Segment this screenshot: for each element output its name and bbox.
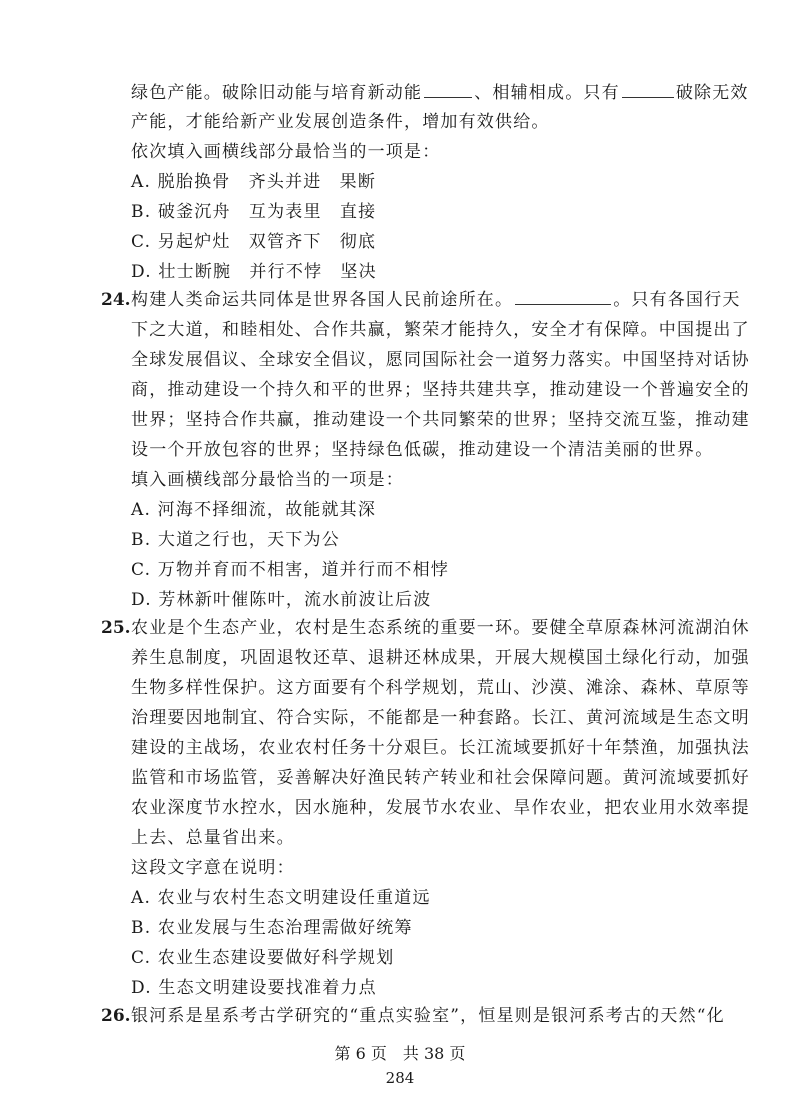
- q24-line-2: 下之大道，和睦相处、合作共赢，繁荣才能持久，安全才有保障。中国提出了: [131, 320, 750, 340]
- q25-line-4: 治理要因地制宜、符合实际，不能都是一种套路。长江、黄河流域是生态文明: [131, 708, 750, 728]
- q26-number: 26.: [101, 1006, 131, 1026]
- q24-line-3: 全球发展倡议、全球安全倡议，愿同国际社会一道努力落实。中国坚持对话协: [131, 350, 750, 370]
- q25-line-2: 养生息制度，巩固退牧还草、退耕还林成果，开展大规模国土绿化行动，加强: [131, 648, 750, 668]
- fill-blank: [622, 82, 674, 98]
- q23-option-a: A. 脱胎换骨 齐头并进 果断: [131, 172, 377, 192]
- q24-prompt: 填入画横线部分最恰当的一项是：: [131, 470, 404, 490]
- q25-option-c: C. 农业生态建设要做好科学规划: [131, 948, 395, 968]
- q23-prompt: 依次填入画横线部分最恰当的一项是：: [131, 142, 441, 162]
- q23-option-d: D. 壮士断腕 并行不悖 坚决: [131, 262, 377, 282]
- q25-line-3: 生物多样性保护。这方面要有个科学规划，荒山、沙漠、滩涂、森林、草原等: [131, 678, 750, 698]
- q25-option-d: D. 生态文明建设要找准着力点: [131, 978, 377, 998]
- q26-line-1: 银河系是星系考古学研究的“重点实验室”，恒星则是银河系考古的天然“化: [131, 1006, 725, 1026]
- q24-line-6: 设一个开放包容的世界；坚持绿色低碳，推动建设一个清洁美丽的世界。: [131, 440, 714, 460]
- q24-option-d: D. 芳林新叶催陈叶，流水前波让后波: [131, 590, 432, 610]
- page-number: 284: [385, 1069, 415, 1087]
- q25-line-8: 上去、总量省出来。: [131, 828, 295, 848]
- q25-line-6: 监管和市场监管，妥善解决好渔民转产转业和社会保障问题。黄河流域要抓好: [131, 768, 750, 788]
- q24-line-1: [131, 289, 741, 311]
- q23-line-1-part-c: 破除无效: [675, 83, 749, 103]
- q24-line-1-part-a: 构建人类命运共同体是世界各国人民前途所在。: [131, 290, 514, 310]
- page-label: 第 6 页 共 38 页: [334, 1044, 466, 1063]
- q25-option-b: B. 农业发展与生态治理需做好统筹: [131, 918, 413, 938]
- q24-line-1-part-b: 。只有各国行天: [613, 290, 741, 310]
- q25-number: 25.: [101, 618, 131, 638]
- q23-option-c: C. 另起炉灶 双管齐下 彻底: [131, 232, 377, 252]
- q25-line-1: 农业是个生态产业，农村是生态系统的重要一环。要健全草原森林河流湖泊休: [131, 618, 750, 638]
- q24-option-c: C. 万物并育而不相害，道并行而不相悖: [131, 560, 450, 580]
- q24-option-b: B. 大道之行也，天下为公: [131, 530, 340, 550]
- q23-line-1-part-a: 绿色产能。破除旧动能与培育新动能: [131, 83, 423, 103]
- q24-option-a: A. 河海不择细流，故能就其深: [131, 500, 377, 520]
- q24-number: 24.: [101, 290, 131, 310]
- q25-option-a: A. 农业与农村生态文明建设任重道远: [131, 888, 431, 908]
- q25-line-5: 建设的主战场，农业农村任务十分艰巨。长江流域要抓好十年禁渔，加强执法: [131, 738, 750, 758]
- q25-prompt: 这段文字意在说明：: [131, 858, 295, 878]
- fill-blank: [424, 82, 472, 98]
- q24-line-5: 世界；坚持合作共赢，推动建设一个共同繁荣的世界；坚持交流互鉴，推动建: [131, 410, 750, 430]
- q23-option-b: B. 破釜沉舟 互为表里 直接: [131, 202, 377, 222]
- fill-blank: [515, 289, 611, 305]
- q25-line-7: 农业深度节水控水，因水施种，发展节水农业、旱作农业，把农业用水效率提: [131, 798, 750, 818]
- q23-line-1-part-b: 、相辅相成。只有: [474, 83, 620, 103]
- q23-line-2: 产能，才能给新产业发展创造条件，增加有效供给。: [131, 112, 550, 132]
- q24-line-4: 商，推动建设一个持久和平的世界；坚持共建共享，推动建设一个普遍安全的: [131, 380, 750, 400]
- q23-line-1: [131, 82, 749, 104]
